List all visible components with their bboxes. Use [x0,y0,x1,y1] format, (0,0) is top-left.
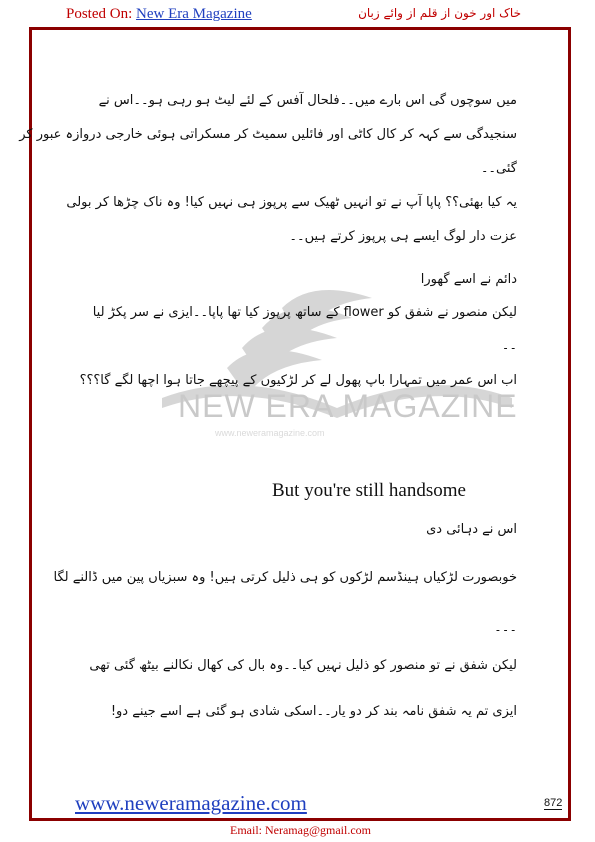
text-line: ایزی تم یہ شفق نامہ بند کر دو یار۔۔اسکی شادی ہو گئی ہے اسے جینے دو! [110,704,517,719]
watermark-book-logo [122,268,552,468]
text-line: دائم نے اسے گھورا [420,272,517,287]
english-line: But you're still handsome [272,480,466,501]
text-line: میں سوچوں گی اس بارے میں۔۔فلحال آفس کے لئے لیٹ ہو رہی ہو۔۔اس نے [98,93,517,108]
text-line: اس نے دہائی دی [426,522,517,537]
footer-website-link[interactable]: www.neweramagazine.com [75,791,307,815]
text-line: گئی۔۔ [480,161,517,176]
text-line: یہ کیا بھئی؟؟ پاپا آپ نے تو انہیں ٹھیک سے پرپوز ہی نہیں کیا! وہ ناک چڑھا کر بولی [66,195,517,210]
text-line: ۔۔ [501,338,517,353]
text-line: ۔۔۔ [494,620,517,635]
page-number: 872 [544,797,563,809]
text-line: لیکن شفق نے تو منصور کو ذلیل نہیں کیا۔۔وہ بال کی کھال نکالنے بیٹھ گئی تھی [89,658,517,673]
text-line: لیکن منصور نے شفق کو flower کے ساتھ پرپوز کیا تھا پاپا۔۔ایزی نے سر پکڑ لیا [92,305,517,320]
magazine-link[interactable]: New Era Magazine [136,6,252,22]
header-posted-on [66,6,252,23]
text-line: خوبصورت لڑکیاں ہینڈسم لڑکوں کو ہی ذلیل کرتی ہیں! وہ سبزیاں پین میں ڈالنے لگا [53,570,517,585]
text-line: سنجیدگی سے کہہ کر کال کاٹی اور فائلیں سمیٹ کر مسکراتی ہوئی خارجی دروازہ عبور کر [19,127,517,142]
watermark-subtitle: www.neweramagazine.com [215,428,325,438]
header-urdu-title: خاک اور خون از قلم از وائے زبان [358,6,521,20]
watermark-title: NEW ERA MAGAZINE [178,388,518,424]
text-line: اب اس عمر میں تمہارا باپ پھول لے کر لڑکیوں کے پیچھے جاتا ہوا اچھا لگے گا؟؟؟ [79,373,517,388]
footer-email: Email: Neramag@gmail.com [230,823,372,837]
text-line: عزت دار لوگ ایسے ہی پرپوز کرتے ہیں۔۔ [289,229,517,244]
posted-on-label: Posted On: [66,6,133,22]
